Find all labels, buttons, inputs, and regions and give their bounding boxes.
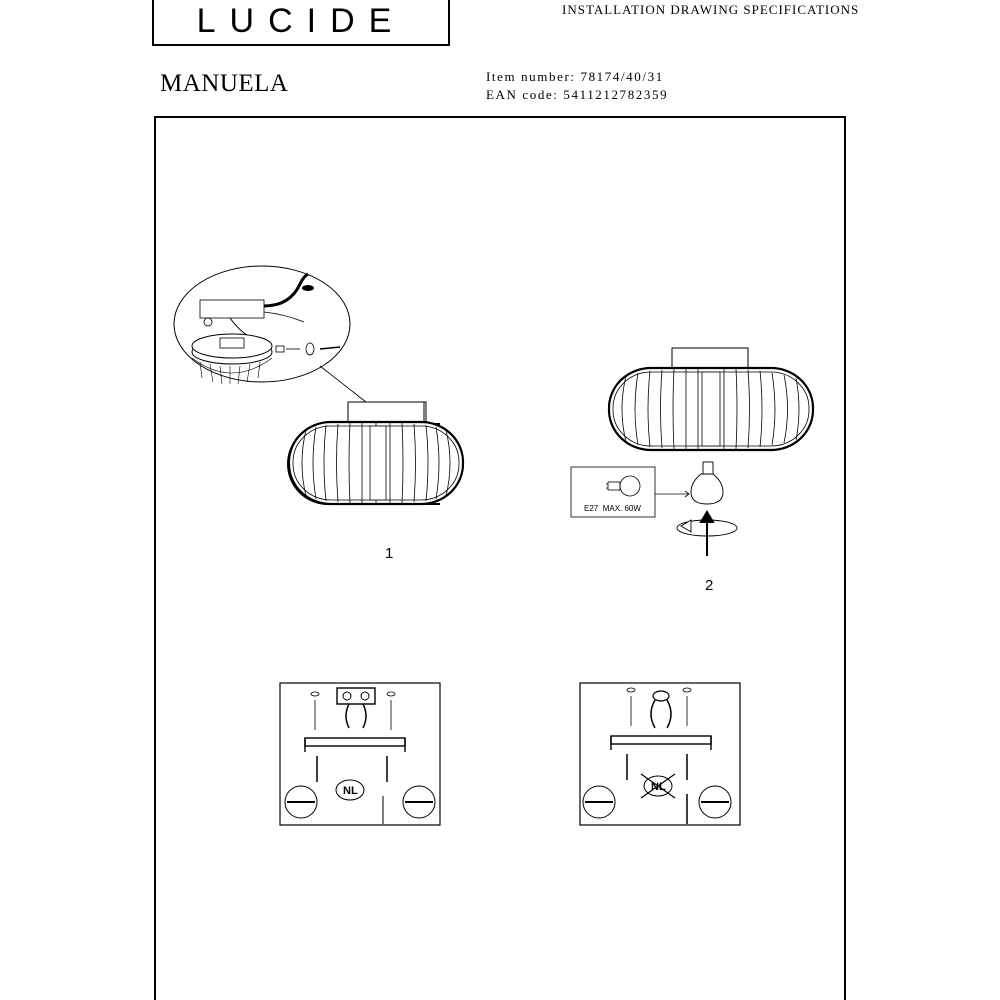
up-arrow-icon xyxy=(701,512,713,556)
brand-logo xyxy=(152,0,450,46)
step-1-lamp xyxy=(286,400,466,510)
nl-badge-right-text: NL xyxy=(651,781,666,793)
product-name: MANUELA xyxy=(160,70,289,97)
nl-badge-left-text: NL xyxy=(343,785,358,797)
document-title: INSTALLATION DRAWING SPECIFICATIONS xyxy=(562,2,860,17)
product-info xyxy=(486,68,668,104)
ean-row xyxy=(486,86,668,104)
step-2-bulb-install xyxy=(655,456,745,560)
bulb-icon-large xyxy=(691,462,723,504)
bulb-max: MAX. 60W xyxy=(602,504,641,513)
mounting-diagram-right xyxy=(579,682,741,827)
item-number-label: Item number: xyxy=(486,69,576,84)
step-1-number: 1 xyxy=(385,545,394,562)
item-number-value: 78174/40/31 xyxy=(580,69,664,84)
mounting-diagram-left xyxy=(279,682,441,827)
brand-logo-text: LUCIDE xyxy=(196,2,406,40)
ean-label: EAN code: xyxy=(486,87,559,102)
step-2-lamp xyxy=(606,346,816,456)
step-2-number: 2 xyxy=(705,577,714,594)
bulb-spec-text xyxy=(584,504,641,513)
item-number-row xyxy=(486,68,668,86)
ean-value: 5411212782359 xyxy=(563,87,669,102)
bulb-socket: E27 xyxy=(584,504,599,513)
